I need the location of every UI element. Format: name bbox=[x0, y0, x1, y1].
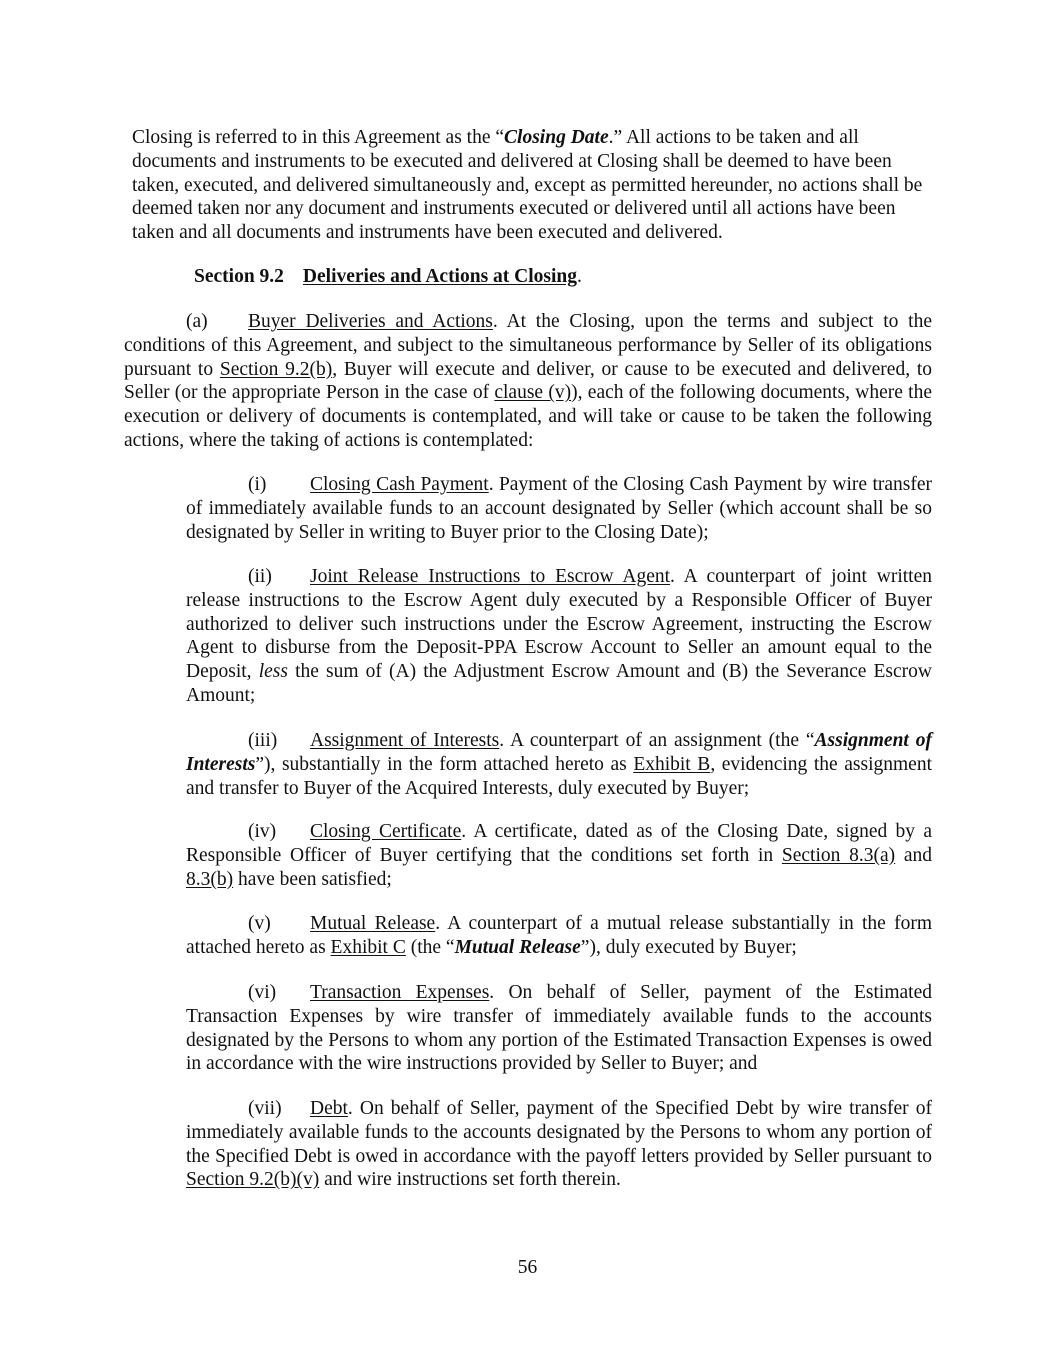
item-iv bbox=[186, 820, 932, 891]
item-iii bbox=[186, 729, 932, 800]
item-iii-text-1: . A counterpart of an assignment (the “ bbox=[499, 730, 815, 751]
item-iii-label: (iii) bbox=[248, 730, 278, 751]
item-v-text-1: . A counterpart of a mutual release substantially in the form attached hereto as bbox=[186, 913, 932, 958]
item-ii-less: less bbox=[258, 661, 288, 683]
item-ii-heading: Joint Release Instructions to Escrow Agent bbox=[310, 566, 671, 587]
item-ii-label: (ii) bbox=[248, 566, 272, 587]
item-iii-heading: Assignment of Interests bbox=[310, 730, 500, 751]
section-number: Section 9.2 bbox=[194, 266, 284, 287]
item-v-text-2: (the “ bbox=[405, 936, 455, 958]
item-vii-heading: Debt bbox=[310, 1098, 348, 1119]
item-iv-heading: Closing Certificate bbox=[310, 821, 462, 842]
item-i-heading: Closing Cash Payment bbox=[310, 474, 489, 495]
paragraph-a-heading: Buyer Deliveries and Actions bbox=[248, 311, 493, 332]
page-number: 56 bbox=[517, 1257, 538, 1278]
intro-paragraph bbox=[132, 126, 932, 245]
item-vi bbox=[186, 981, 932, 1076]
item-vi-label: (vi) bbox=[248, 982, 277, 1003]
item-vii-label: (vii) bbox=[248, 1098, 282, 1119]
item-i-label: (i) bbox=[248, 474, 267, 495]
section-9-2bv-reference: Section 9.2(b)(v) bbox=[186, 1169, 320, 1191]
item-i-text: . Payment of the Closing Cash Payment by wire transfer of immediately available funds to an account designated by Seller (which account shall be so designated by Seller in writing to Buyer prior to the Closing Date); bbox=[186, 474, 932, 543]
paragraph-a-text-1: . At the Closing, upon the terms and subject to the conditions of this Agreement, and subject to the simultaneous performance by Seller of its obligations pursuant to bbox=[124, 311, 933, 380]
item-i bbox=[186, 473, 932, 544]
closing-date-term: Closing Date bbox=[504, 127, 609, 148]
item-ii-text-1: . A counterpart of joint written release instructions to the Escrow Agent duly executed by a Responsible Officer of Buyer authorized to deliver such instructions under the Escrow Agreement, instructing the Escrow Agent to disburse from the Deposit-PPA Escrow Account to Seller an amount equal to the Deposit, bbox=[186, 566, 932, 683]
paragraph-a-text-2: , Buyer will execute and deliver, or cause to be executed and delivered, to Seller (or the appropriate Person in the case of bbox=[124, 358, 932, 404]
section-8-3a-reference: Section 8.3(a) bbox=[781, 844, 896, 866]
item-iv-label: (iv) bbox=[248, 821, 277, 842]
item-v bbox=[186, 912, 932, 960]
item-v-text-3: ”), duly executed by Buyer; bbox=[580, 936, 797, 958]
item-iii-text-3: , evidencing the assignment and transfer to Buyer of the Acquired Interests, duly executed by Buyer; bbox=[186, 753, 933, 799]
item-v-label: (v) bbox=[248, 913, 271, 934]
item-ii bbox=[186, 565, 932, 708]
paragraph-a-label: (a) bbox=[186, 311, 208, 332]
item-iv-text-3: have been satisfied; bbox=[233, 868, 392, 890]
item-v-heading: Mutual Release bbox=[310, 913, 436, 934]
paragraph-a-text-3: ), each of the following documents, where the execution or delivery of documents is contemplated, and will take or cause to be taken the following actions, where the taking of actions is contemplated: bbox=[124, 382, 932, 451]
item-vi-text: . On behalf of Seller, payment of the Estimated Transaction Expenses by wire transfer of immediately available funds to the accounts designated by the Persons to whom any portion of the Estimated Transaction Expenses is owed in accordance with the wire instructions provided by Seller to Buyer; and bbox=[186, 982, 932, 1075]
section-title: Deliveries and Actions at Closing bbox=[302, 266, 578, 287]
item-vii-text-1: . On behalf of Seller, payment of the Specified Debt by wire transfer of immediately available funds to the accounts designated by the Persons to whom any portion of the Specified Debt is owed in accordance with the payoff letters provided by Seller pursuant to bbox=[186, 1098, 932, 1167]
item-iv-text-2: and bbox=[895, 844, 933, 866]
item-vii bbox=[186, 1097, 932, 1192]
paragraph-a bbox=[124, 310, 932, 453]
section-heading bbox=[194, 265, 894, 289]
item-iv-text-1: . A certificate, dated as of the Closing Date, signed by a Responsible Officer of Buyer certifying that the conditions set forth in bbox=[186, 821, 933, 866]
intro-text-2: .” All actions to be taken and all documents and instruments to be executed and delivered at Closing shall be deemed to have been taken, executed, and delivered simultaneously and, except as permitted hereunder, no actions shall be deemed taken nor any document and instruments executed or delivered until all actions have been taken and all documents and instruments have been executed and delivered. bbox=[132, 127, 923, 244]
clause-reference-link: clause (v) bbox=[494, 382, 572, 404]
exhibit-b-reference: Exhibit B bbox=[633, 753, 711, 775]
item-ii-text-2: the sum of (A) the Adjustment Escrow Amount and (B) the Severance Escrow Amount; bbox=[186, 661, 932, 706]
item-iii-text-2: ”), substantially in the form attached hereto as bbox=[255, 753, 634, 775]
item-vii-text-2: and wire instructions set forth therein. bbox=[319, 1169, 621, 1191]
mutual-release-term: Mutual Release bbox=[454, 936, 581, 958]
intro-text-1: Closing is referred to in this Agreement as the “ bbox=[132, 127, 505, 148]
section-reference-link: Section 9.2(b) bbox=[219, 358, 333, 380]
section-8-3b-reference: 8.3(b) bbox=[186, 868, 234, 890]
section-title-end: . bbox=[577, 266, 582, 287]
item-vi-heading: Transaction Expenses bbox=[310, 982, 490, 1003]
assignment-of-interests-term: Assignment of Interests bbox=[186, 730, 932, 775]
exhibit-c-reference: Exhibit C bbox=[330, 936, 406, 958]
